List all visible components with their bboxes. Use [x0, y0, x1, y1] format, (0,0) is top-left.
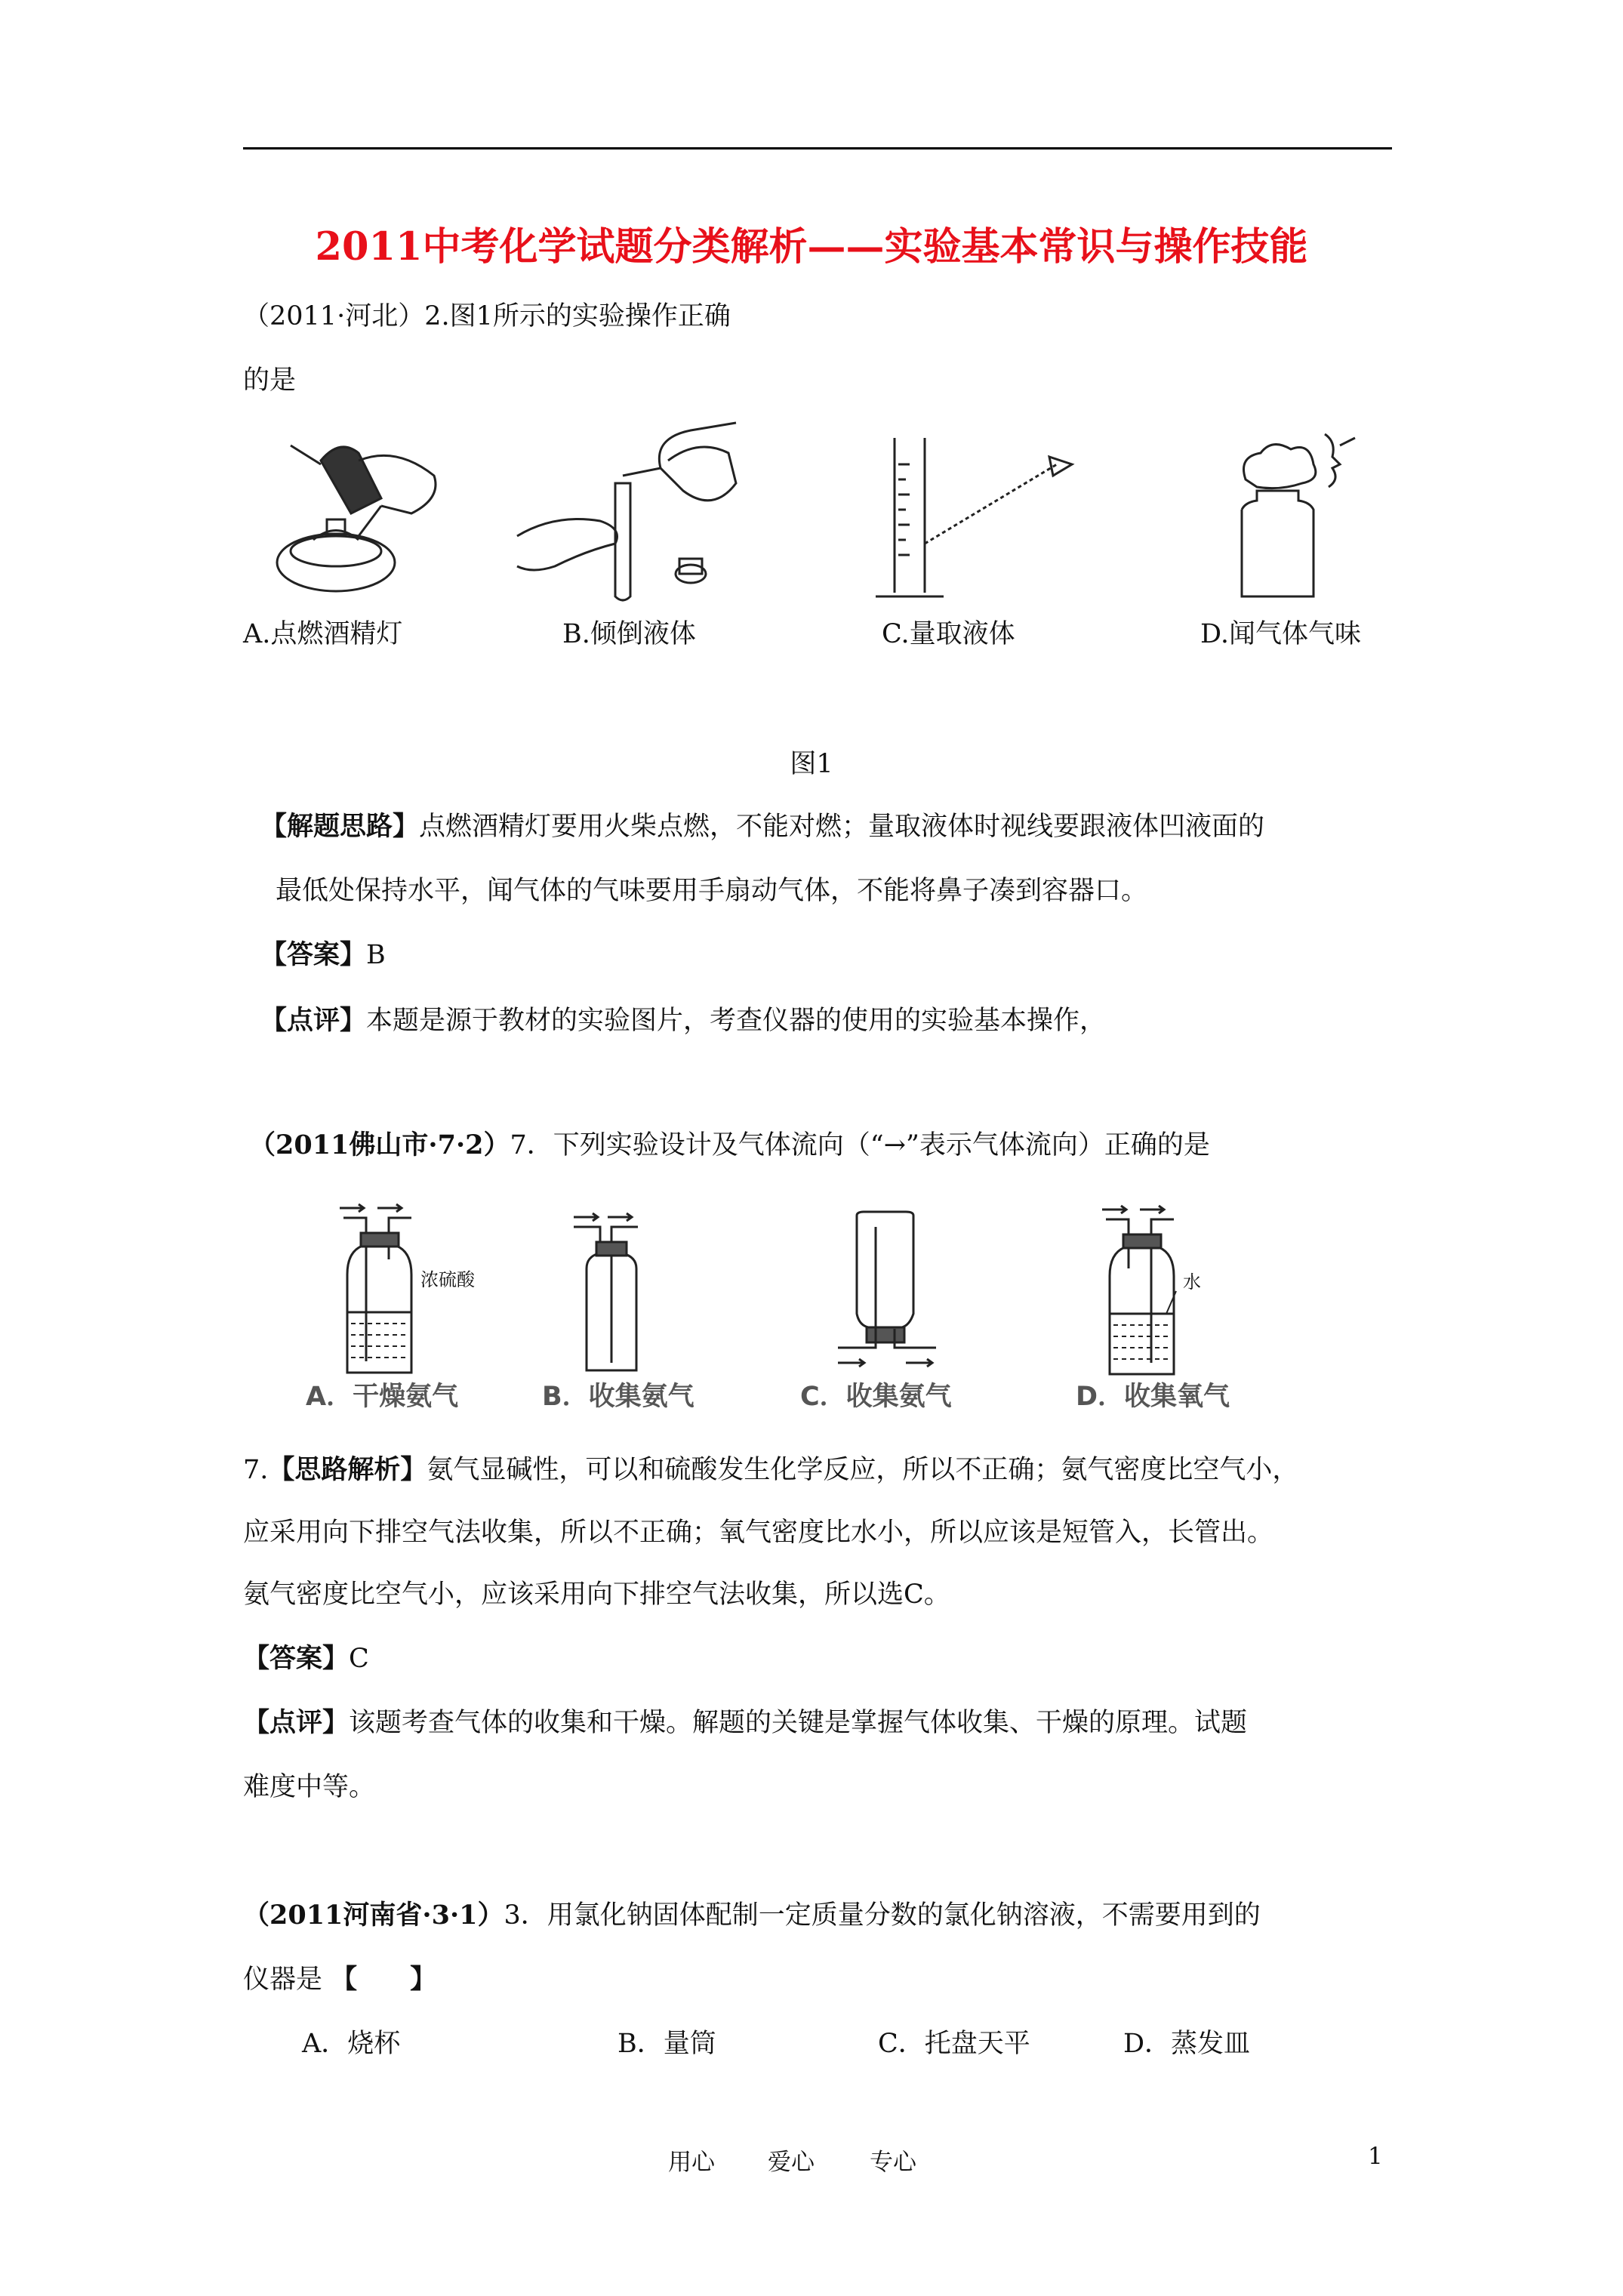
- drying-bottle-icon: [332, 1199, 483, 1388]
- q2-header: （2011佛山市·7·2）7．下列实验设计及气体流向（“→”表示气体流向）正确的是: [249, 1130, 1210, 1160]
- q3-option-d: D．蒸发皿: [1123, 2029, 1251, 2059]
- footer-item: 用心: [668, 2149, 715, 2176]
- q1-option-c: C.量取液体: [882, 619, 1015, 649]
- q1-answer: 【答案】B: [260, 939, 386, 970]
- page-number: 1: [1368, 2143, 1383, 2170]
- q1-option-a: A.点燃酒精灯: [243, 619, 403, 649]
- q3-option-b: B．量筒: [617, 2029, 716, 2059]
- footer-item: 爱心: [768, 2149, 815, 2176]
- header-rule: [243, 147, 1392, 149]
- q2-option-a: A．干燥氨气: [306, 1382, 459, 1412]
- q1-header-cont: 的是: [243, 365, 297, 396]
- q2-comment-line1: 【点评】该题考查气体的收集和干燥。解题的关键是掌握气体收集、干燥的原理。试题: [243, 1707, 1248, 1738]
- footer-item: 专心: [870, 2149, 916, 2176]
- q2-option-d: D．收集氧气: [1076, 1382, 1230, 1412]
- q1-option-d: D.闻气体气味: [1200, 619, 1361, 649]
- measuring-cylinder-icon: [868, 434, 1079, 608]
- q3-header-cont: 仪器是 【 】: [243, 1964, 437, 1995]
- q1-header: （2011·河北）2.图1所示的实验操作正确: [243, 301, 731, 331]
- pouring-liquid-icon: [510, 423, 751, 604]
- collecting-bottle-icon: [570, 1208, 676, 1382]
- q3-option-c: C．托盘天平: [878, 2029, 1030, 2059]
- water-label: 水: [1183, 1271, 1201, 1293]
- q1-analysis-line2: 最低处保持水平，闻气体的气味要用手扇动气体，不能将鼻子凑到容器口。: [276, 876, 1148, 906]
- q2-answer: 【答案】C: [243, 1643, 369, 1674]
- inverted-bottle-icon: [830, 1208, 944, 1382]
- water-bottle-icon: [1095, 1200, 1230, 1385]
- sulfuric-acid-label: 浓硫酸: [420, 1269, 475, 1290]
- q3-option-a: A．烧杯: [302, 2029, 401, 2059]
- q2-analysis-line3: 氨气密度比空气小，应该采用向下排空气法收集，所以选C。: [243, 1579, 950, 1610]
- q2-option-b: B．收集氨气: [542, 1382, 694, 1412]
- q1-option-b: B.倾倒液体: [562, 619, 696, 649]
- q1-figure-caption: 图1: [790, 749, 833, 779]
- page-title: 2011中考化学试题分类解析——实验基本常识与操作技能: [315, 224, 1308, 270]
- q2-analysis-line1: 7.【思路解析】氨气显碱性，可以和硫酸发生化学反应，所以不正确；氨气密度比空气小，: [243, 1454, 1299, 1485]
- alcohol-lamp-lighting-icon: [268, 430, 449, 604]
- q1-analysis-line1: 【解题思路】点燃酒精灯要用火柴点燃，不能对燃；量取液体时视线要跟液体凹液面的: [260, 811, 1265, 842]
- q2-option-c: C．收集氨气: [800, 1382, 952, 1412]
- q2-comment-line2: 难度中等。: [243, 1772, 376, 1802]
- smelling-gas-icon: [1227, 434, 1363, 604]
- q2-analysis-line2: 应采用向下排空气法收集，所以不正确；氧气密度比水小，所以应该是短管入，长管出。: [243, 1518, 1274, 1548]
- q3-header: （2011河南省·3·1）3．用氯化钠固体配制一定质量分数的氯化钠溶液，不需要用到的: [243, 1900, 1261, 1931]
- q1-comment: 【点评】本题是源于教材的实验图片，考查仪器的使用的实验基本操作，: [260, 1005, 1107, 1036]
